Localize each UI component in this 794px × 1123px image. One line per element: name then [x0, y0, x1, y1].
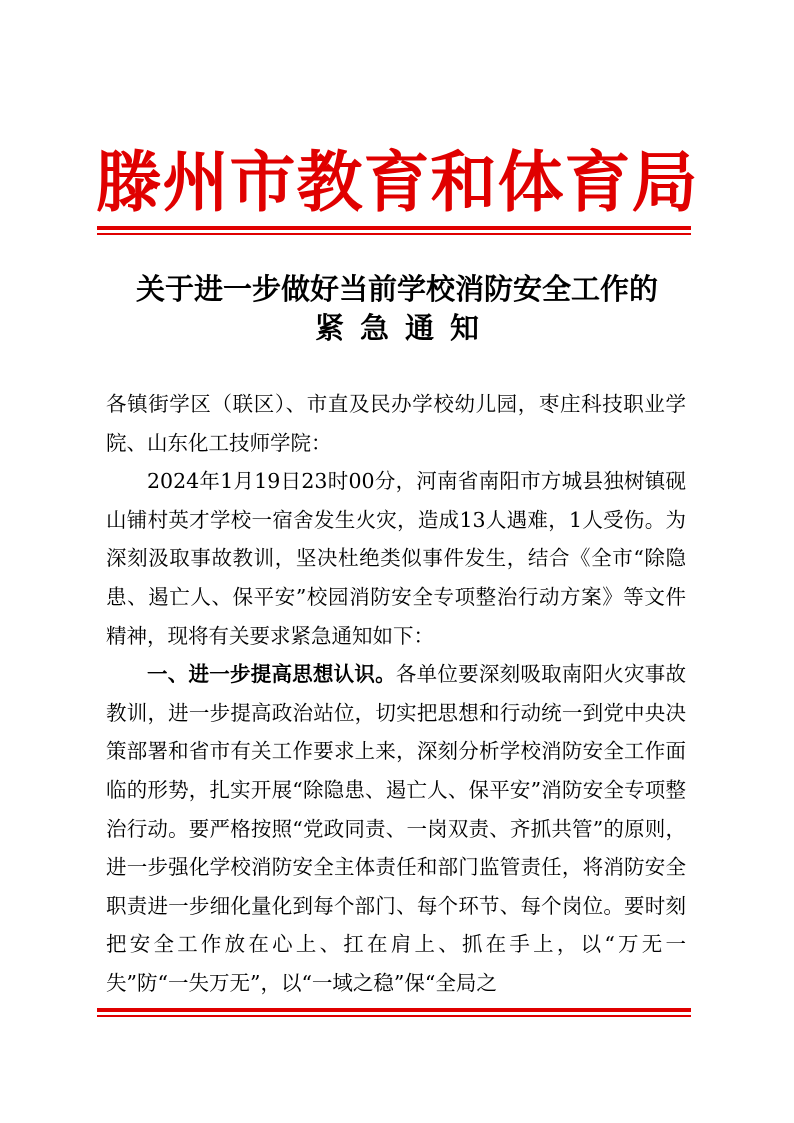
salutation: 各镇街学区（联区）、市直及民办学校幼儿园，枣庄科技职业学院、山东化工技师学院：: [106, 392, 686, 455]
paragraph-section-1: [106, 655, 686, 1002]
header-divider-thick-line: [97, 226, 691, 230]
organization-header: 滕州市教育和体育局: [95, 143, 699, 221]
footer-divider-thick-line: [97, 1008, 691, 1012]
document-title-line-1: 关于进一步做好当前学校消防安全工作的: [135, 272, 658, 306]
header-divider-thin-line: [97, 233, 691, 235]
header-divider: [97, 226, 691, 235]
paragraph-incident: 2024年1月19日23时00分，河南省南阳市方城县独树镇砚山铺村英才学校一宿舍发生火灾，造成13人遇难，1人受伤。为深刻汲取事故教训，坚决杜绝类似事件发生，结合《全市“除隐患、遏亡人、保平安”校园消防安全专项整治行动方案》等文件精神，现将有关要求紧急通知如下：: [106, 469, 686, 648]
document-title-line-2: 紧急通知: [314, 311, 495, 345]
footer-divider: [97, 1008, 691, 1017]
footer-divider-thin-line: [97, 1015, 691, 1017]
document-body: [106, 385, 686, 1003]
section-1-heading: 一、进一步提高思想认识。: [147, 662, 396, 687]
section-1-text: 各单位要深刻吸取南阳火灾事故教训，进一步提高政治站位，切实把思想和行动统一到党中央决策部署和省市有关工作要求上来，深刻分析学校消防安全工作面临的形势，扎实开展“除隐患、遏亡人、保平安”消防安全专项整治行动。要严格按照“党政同责、一岗双责、齐抓共管”的原则，进一步强化学校消防安全主体责任和部门监管责任，将消防安全职责进一步细化量化到每个部门、每个环节、每个岗位。要时刻把安全工作放在心上、扛在肩上、抓在手上，以“万无一失”防“一失万无”，以“一域之稳”保“全局之: [106, 662, 687, 995]
